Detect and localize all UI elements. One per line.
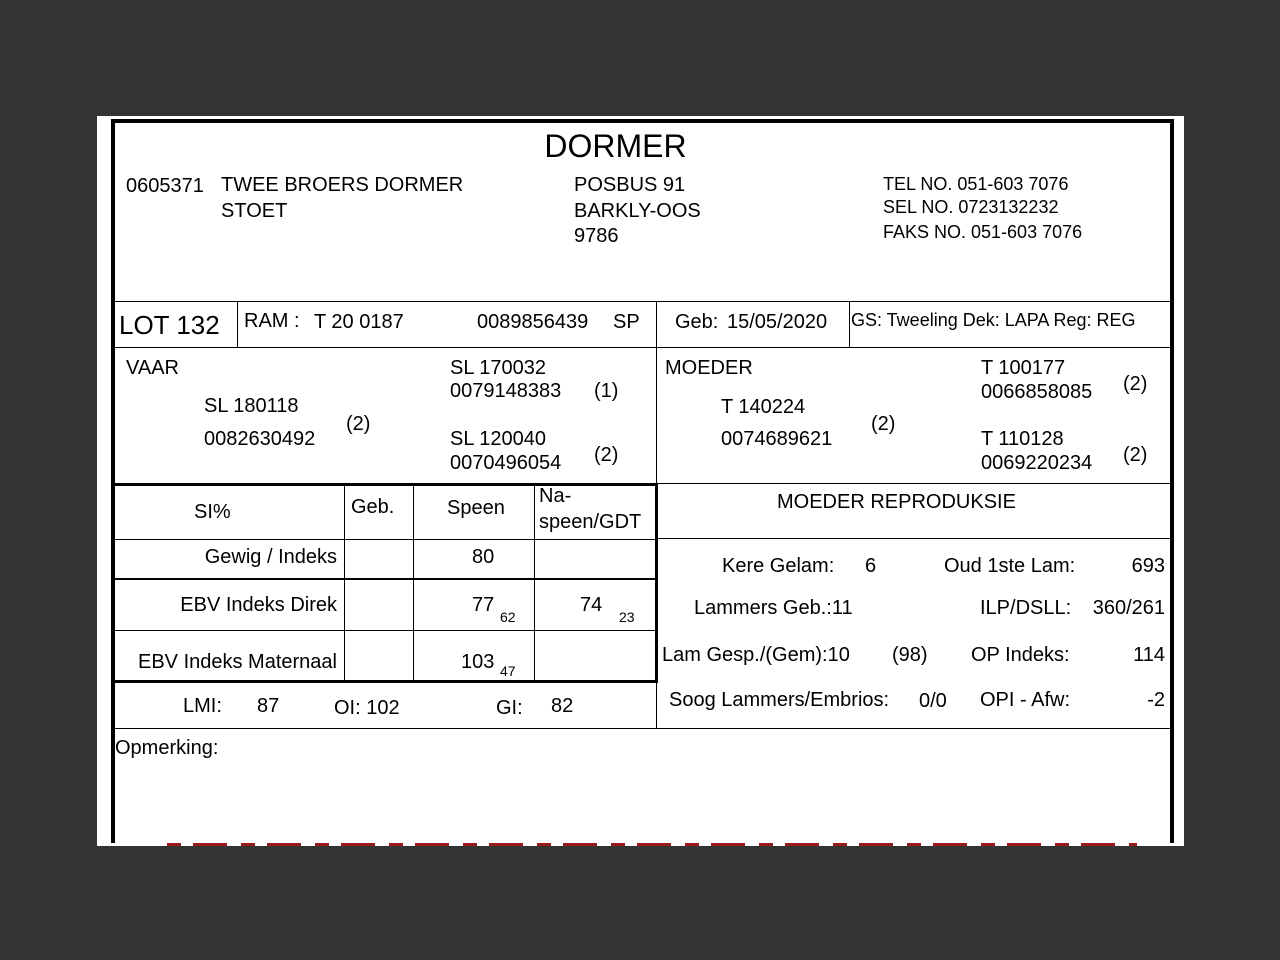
sire-label: VAAR	[126, 357, 179, 379]
div-lot	[237, 301, 238, 347]
ram-id: T 20 0187	[314, 311, 404, 333]
remarks-label: Opmerking:	[115, 737, 219, 759]
speen-value: 103	[461, 651, 495, 673]
dam-mark: (2)	[871, 413, 896, 435]
address-line-1: POSBUS 91	[574, 174, 686, 196]
naspeen-header-2: speen/GDT	[539, 511, 642, 533]
frame-right	[1170, 119, 1174, 843]
dam-sire-mark: (2)	[1123, 373, 1148, 395]
dam-dam-mark: (2)	[1123, 444, 1148, 466]
oud-label: Oud 1ste Lam:	[944, 555, 1076, 577]
naspeen-header-1: Na-	[539, 485, 572, 507]
gs-details: GS: Tweeling Dek: LAPA Reg: REG	[851, 310, 1136, 330]
rule-row2	[111, 630, 658, 631]
soog-value: 0/0	[919, 690, 947, 712]
sire-mark: (2)	[346, 413, 371, 435]
sire-dam-id: SL 120040	[450, 428, 547, 450]
ram-suffix: SP	[613, 311, 640, 333]
sire-sire-reg: 0079148383	[450, 380, 562, 402]
dam-label: MOEDER	[665, 357, 753, 379]
frame-left	[111, 119, 115, 843]
rule-header	[111, 301, 1174, 302]
geb-header: Geb.	[351, 496, 395, 518]
ilp-label: ILP/DSLL:	[980, 597, 1072, 619]
naspeen-value: 74	[580, 594, 603, 616]
sire-id: SL 180118	[204, 395, 299, 417]
dam-sire-reg: 0066858085	[981, 381, 1093, 403]
oud-value: 693	[1131, 555, 1165, 577]
faks-number: FAKS NO. 051-603 7076	[883, 222, 1083, 242]
birth-label: Geb:	[675, 311, 719, 333]
speen-subvalue: 47	[500, 663, 516, 679]
dam-dam-id: T 110128	[981, 428, 1064, 450]
dam-reg: 0074689621	[721, 428, 833, 450]
rule-indices	[111, 728, 1174, 729]
frame-top	[111, 119, 1174, 123]
sel-number: SEL NO. 0723132232	[883, 197, 1059, 217]
kere-gelam-label: Kere Gelam:	[722, 555, 835, 577]
rule-pedigree-left	[111, 483, 658, 486]
tel-number: TEL NO. 051-603 7076	[883, 174, 1069, 194]
soog-label: Soog Lammers/Embrios:	[669, 689, 890, 711]
row-label: EBV Indeks Maternaal	[138, 651, 337, 673]
ilp-value: 360/261	[1092, 597, 1165, 619]
si-header: SI%	[194, 501, 231, 523]
lammers-geb: Lammers Geb.:11	[694, 597, 853, 619]
speen-value: 80	[472, 546, 495, 568]
lam-gesp: Lam Gesp./(Gem):10	[662, 644, 850, 666]
row-label: EBV Indeks Direk	[180, 594, 337, 616]
div-naspeen-col	[534, 486, 535, 682]
sire-sire-mark: (1)	[594, 380, 619, 402]
rule-lot	[111, 347, 1174, 348]
oi-value: OI: 102	[334, 697, 400, 719]
speen-subvalue: 62	[500, 609, 516, 625]
sire-dam-reg: 0070496054	[450, 452, 562, 474]
dam-dam-reg: 0069220234	[981, 452, 1093, 474]
rule-row1	[111, 578, 658, 580]
lmi-value: 87	[257, 695, 280, 717]
div-gs	[849, 301, 850, 347]
breeder-name-2: STOET	[221, 200, 288, 222]
breed-title: DORMER	[544, 128, 687, 164]
row-label: Gewig / Indeks	[204, 546, 337, 568]
lot-card	[97, 116, 1184, 846]
gi-label: GI:	[496, 697, 523, 719]
div-si-right	[655, 484, 658, 683]
sire-sire-id: SL 170032	[450, 357, 547, 379]
speen-value: 77	[472, 594, 495, 616]
opi-value: -2	[1147, 689, 1165, 711]
rule-repro-title	[658, 538, 1174, 539]
sire-reg: 0082630492	[204, 428, 316, 450]
speen-header: Speen	[447, 497, 505, 519]
op-label: OP Indeks:	[971, 644, 1070, 666]
lam-gesp-gem: (98)	[892, 644, 928, 666]
rule-si-bottom	[111, 680, 658, 683]
div-geb-col	[344, 486, 345, 682]
dam-sire-id: T 100177	[981, 357, 1066, 379]
clipped-red-text-line	[167, 843, 1137, 846]
opi-label: OPI - Afw:	[980, 689, 1071, 711]
div-speen-col	[413, 486, 414, 682]
repro-title: MOEDER REPRODUKSIE	[777, 491, 1016, 513]
lot-label: LOT 132	[119, 310, 220, 340]
rule-si-header	[111, 539, 658, 540]
breeder-name-1: TWEE BROERS DORMER	[221, 174, 464, 196]
birth-date: 15/05/2020	[727, 311, 828, 333]
op-value: 114	[1133, 644, 1165, 666]
gi-value: 82	[551, 695, 574, 717]
sire-dam-mark: (2)	[594, 444, 619, 466]
kere-gelam-value: 6	[865, 555, 877, 577]
lmi-label: LMI:	[183, 695, 222, 717]
breeder-number: 0605371	[126, 175, 204, 197]
ram-label: RAM :	[244, 310, 300, 332]
dam-id: T 140224	[721, 396, 806, 418]
rule-pedigree-right	[658, 483, 1174, 484]
address-line-3: 9786	[574, 225, 619, 247]
naspeen-subvalue: 23	[619, 609, 635, 625]
address-line-2: BARKLY-OOS	[574, 200, 701, 222]
ram-reg: 0089856439	[477, 311, 589, 333]
